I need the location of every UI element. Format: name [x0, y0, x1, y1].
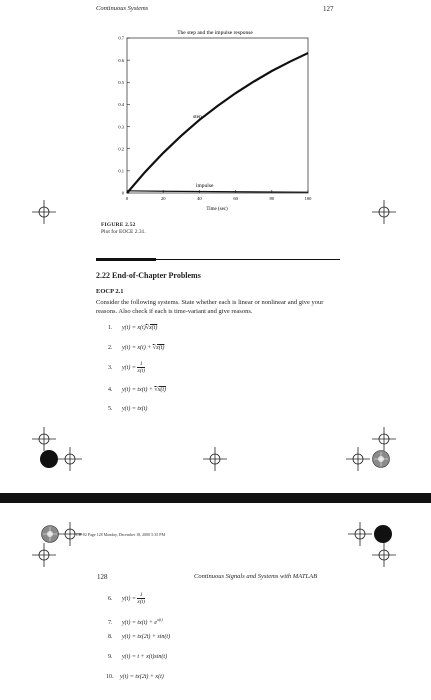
- x-tick-label: 40: [197, 196, 202, 201]
- impulse-series-line: [127, 191, 308, 192]
- problem-8: 8. y(t) = tx(2t) + sin(t): [108, 634, 171, 640]
- y-tick-label: 0.4: [118, 102, 124, 108]
- section-rule-thick: [96, 258, 156, 261]
- registration-mark-right-3: [372, 543, 396, 567]
- problem-2: 2. y(t) = x(t) + √x(t): [108, 345, 165, 351]
- figure-caption: Plot for EOCE 2.31.: [101, 229, 146, 235]
- problem-10: 10. y(t) = tx(2t) + x(t): [106, 674, 164, 680]
- running-head-bottom: Continuous Signals and Systems with MATLAB: [194, 573, 318, 580]
- problem-1: 1. y(t) = x(t)√x(t): [108, 325, 158, 331]
- x-axis-label: Time (sec): [206, 207, 228, 212]
- problem-7: 7. $y(t) = tx(t) + e^{x(t)}$: [108, 617, 163, 626]
- registration-mark-slug-right: [348, 522, 372, 546]
- y-tick-label: 0.5: [118, 79, 124, 85]
- problem-6: 6. y(t) = $\frac{1}{x(t)}$: [108, 592, 146, 605]
- registration-mark-left-2: [32, 427, 56, 451]
- problem-3: 3. y(t) = $\frac{1}{x(t)}$: [108, 361, 146, 374]
- impulse-annotation: impulse: [196, 183, 214, 189]
- registration-mark-right: [372, 200, 396, 224]
- black-target-left: [40, 450, 58, 468]
- y-tick-label: 0.3: [118, 124, 124, 130]
- plot-frame: [127, 38, 308, 193]
- gray-target-left-2: [41, 525, 59, 543]
- problem-5: 5. y(t) = tx(t): [108, 406, 148, 412]
- slug-line: CH-02 Page 128 Monday, December 18, 2000 5:35 PM: [76, 532, 166, 537]
- problem-intro: Consider the following systems. State whether each is linear or nonlinear and give your reasons. Also check if each is time-variant and give reasons.: [96, 299, 324, 315]
- page-number-bottom: 128: [97, 573, 108, 581]
- gray-target-right: [372, 450, 390, 468]
- chart-title: The step and the impulse response: [177, 30, 253, 36]
- registration-mark-bottom-center: [203, 447, 227, 471]
- x-tick-label: 0: [125, 196, 129, 201]
- x-tick-label: 80: [269, 196, 275, 201]
- section-rule-thin: [156, 259, 340, 260]
- y-tick-label: 0.6: [118, 57, 124, 63]
- registration-mark-left: [32, 200, 56, 224]
- problem-4: 4. y(t) = tx(t) + √x(t): [108, 387, 167, 393]
- running-head-top: Continuous Systems: [96, 5, 149, 12]
- eocp-heading: EOCP 2.1: [96, 288, 124, 295]
- x-tick-label: 100: [304, 196, 312, 201]
- step-impulse-chart: [100, 26, 325, 216]
- black-target-right-2: [374, 525, 392, 543]
- y-tick-label: 0.1: [118, 168, 124, 174]
- step-series-line: [127, 53, 308, 193]
- problem-9: 9. y(t) = t + x(t)sin(t): [108, 654, 168, 660]
- registration-mark-bottom-left: [58, 447, 82, 471]
- x-tick-label: 60: [233, 196, 238, 201]
- section-title: 2.22 End-of-Chapter Problems: [96, 271, 201, 280]
- registration-mark-left-3: [32, 543, 56, 567]
- figure-label: FIGURE 2.52: [101, 222, 136, 228]
- y-tick-label: 0.7: [118, 35, 124, 41]
- registration-mark-bottom-right: [346, 447, 370, 471]
- step-annotation: step: [193, 114, 202, 120]
- y-tick-label: 0: [121, 190, 124, 196]
- x-tick-label: 20: [160, 196, 166, 201]
- y-tick-label: 0.2: [118, 146, 124, 152]
- page-number-top: 127: [323, 5, 334, 13]
- registration-mark-right-2: [372, 427, 396, 451]
- page-separator-band: [0, 493, 431, 503]
